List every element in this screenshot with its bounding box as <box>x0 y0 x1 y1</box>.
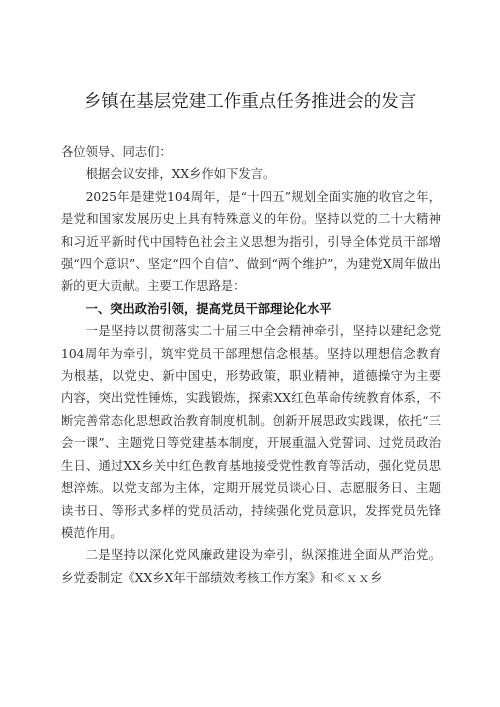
background-paragraph: 2025年是建党104周年，是“十四五”规划全面实施的收官之年，是党和国家发展历史上具有特殊意义的年份。坚持以党的二十大精神和习近平新时代中国特色社会主义思想为指引，引导全体党员干部增强“四个意识”、坚定“四个自信”、做到“两个维护”，为建党X周年做出新的更大贡献。主要工作思路是： <box>61 189 441 294</box>
section-paragraph-1: 一是坚持以贯彻落实二十届三中全会精神牵引，坚持以建纪念党104周年为牵引，筑牢党员干部理想信念根基。坚持以理想信念教育为根基，以党史、新中国史，形势政策，职业精神，道德操守为主要内容，突出党性锤炼，实践锻炼，探索XX红色革命传统教育体系，不断完善常态化思想政治教育制度机制。创新开展思政实践课，依托“三会一课”、主题党日等党建基本制度，开展重温入党誓词、过党员政治生日、通过XX乡关中红色教育基地接受党性教育等活动，强化党员思想淬炼。以党支部为主体，定期开展党员谈心日、志愿服务日、主题读书日、等形式多样的党员活动，持续强化党员意识，发挥党员先锋模范作用。 <box>61 324 441 540</box>
salutation: 各位领导、同志们： <box>61 145 172 159</box>
opening-paragraph: 根据会议安排，XX乡作如下发言。 <box>85 167 276 182</box>
section-heading: 一、突出政治引领，提高党员干部理论化水平 <box>85 301 332 316</box>
section-paragraph-2: 二是坚持以深化党风廉政建设为牵引，纵深推进全面从严治党。乡党委制定《XX乡X年干部绩效考核工作方案》和≪ｘｘ乡 <box>61 548 441 585</box>
document-body <box>61 141 441 589</box>
document-title: 乡镇在基层党建工作重点任务推进会的发言 <box>83 92 417 112</box>
